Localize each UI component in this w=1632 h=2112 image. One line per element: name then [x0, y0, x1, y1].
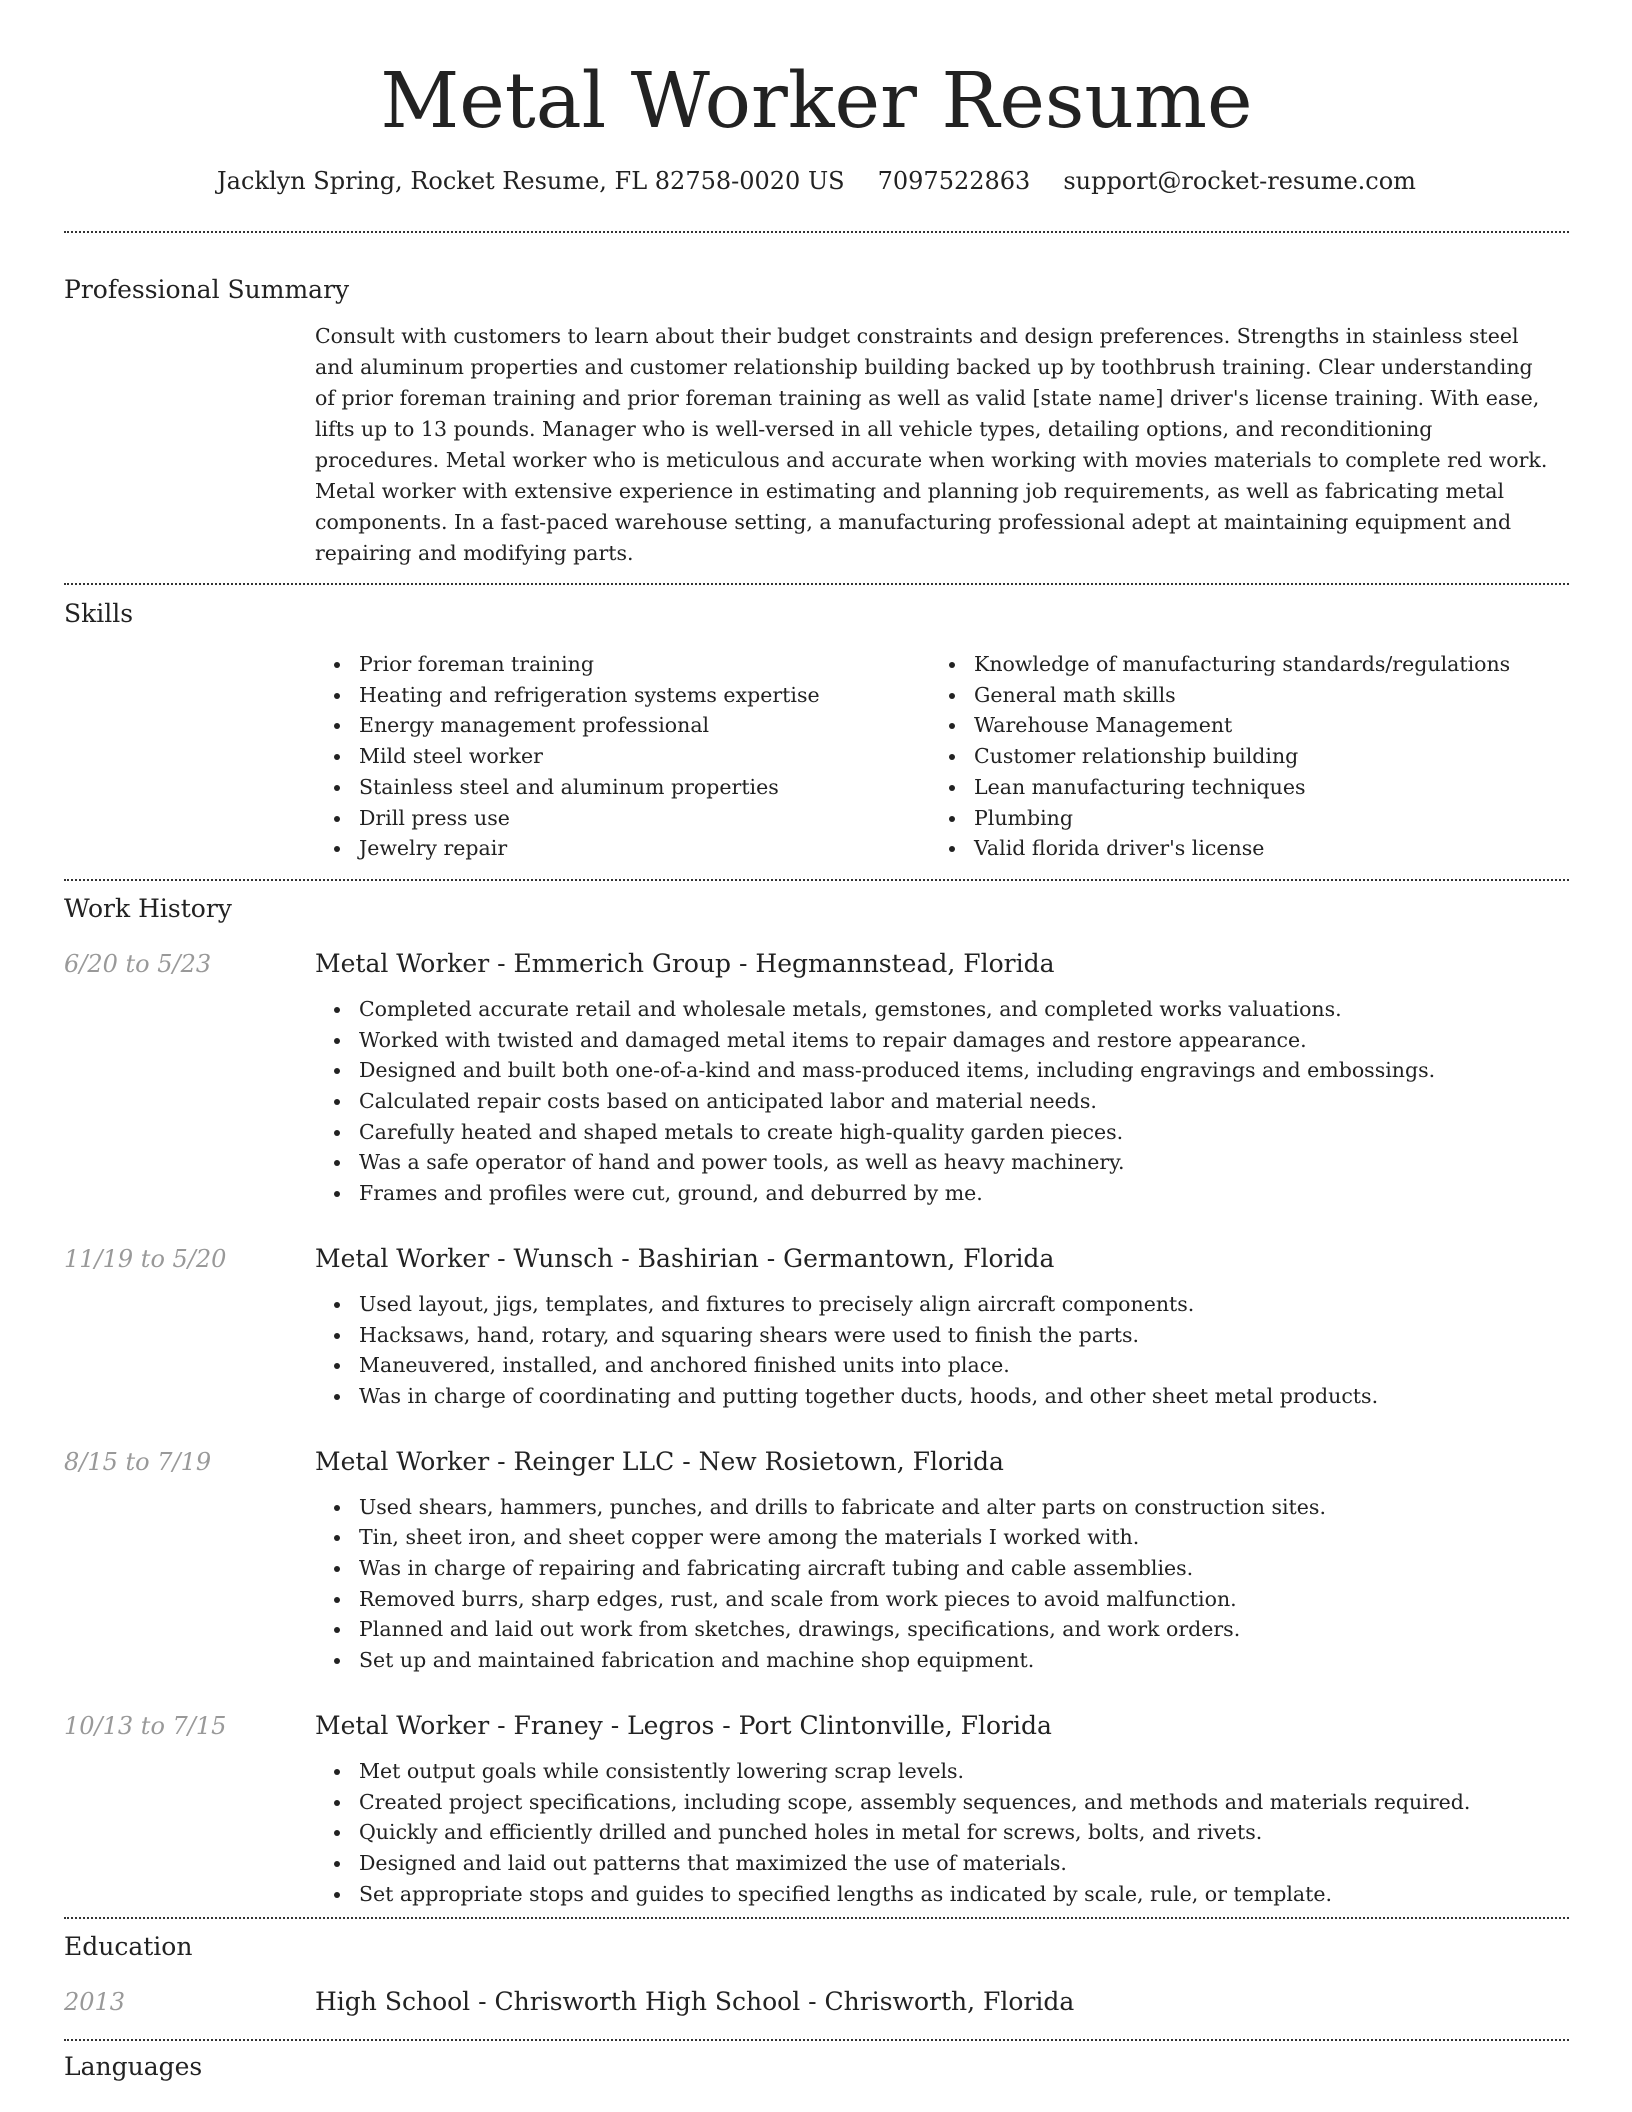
job-bullet: Set appropriate stops and guides to specified lengths as indicated by scale, rule, or template. — [315, 1879, 1569, 1910]
skill-item: Jewelry repair — [315, 833, 930, 864]
job-bullet: Set up and maintained fabrication and machine shop equipment. — [315, 1645, 1569, 1676]
job-header — [64, 1446, 1569, 1478]
job-bullet: Quickly and efficiently drilled and punched holes in metal for screws, bolts, and rivets. — [315, 1817, 1569, 1848]
section-divider — [64, 231, 1569, 233]
job-title: Metal Worker - Wunsch - Bashirian - Germantown, Florida — [315, 1243, 1055, 1273]
education-heading: Education — [64, 1932, 193, 1962]
job-dates: 11/19 to 5/20 — [64, 1244, 227, 1273]
skill-item: Knowledge of manufacturing standards/regulations — [930, 649, 1545, 680]
job-dates: 6/20 to 5/23 — [64, 949, 212, 978]
contact-email: support@rocket-resume.com — [1063, 167, 1416, 195]
job-bullet: Calculated repair costs based on anticipated labor and material needs. — [315, 1086, 1569, 1117]
job-bullet: Was in charge of coordinating and putting together ducts, hoods, and other sheet metal products. — [315, 1381, 1569, 1412]
job-bullet: Completed accurate retail and wholesale metals, gemstones, and completed works valuations. — [315, 994, 1569, 1025]
job-bullet: Tin, sheet iron, and sheet copper were among the materials I worked with. — [315, 1522, 1569, 1553]
job-header — [64, 1710, 1569, 1742]
job-header — [64, 948, 1569, 980]
skill-item: General math skills — [930, 680, 1545, 711]
education-title: High School - Chrisworth High School - Chrisworth, Florida — [315, 1987, 1075, 2017]
job-bullet: Was a safe operator of hand and power tools, as well as heavy machinery. — [315, 1147, 1569, 1178]
skills-columns — [315, 649, 1569, 864]
summary-text: Consult with customers to learn about their budget constraints and design preferences. Strengths in stainless steel and aluminum properties and customer relationship building backed up by toothbrush training. Clear understanding of prior foreman training and prior foreman training as well as valid [state name] driver's license training. With ease, lifts up to 13 pounds. Manager who is well-versed in all vehicle types, detailing options, and reconditioning procedures. Metal worker who is meticulous and accurate when working with movies materials to complete red work. Metal worker with extensive experience in estimating and planning job requirements, as well as fabricating metal components. In a fast-paced warehouse setting, a manufacturing professional adept at maintaining equipment and repairing and modifying parts. — [315, 324, 1548, 565]
job-bullet: Met output goals while consistently lowering scrap levels. — [315, 1756, 1569, 1787]
skill-item: Energy management professional — [315, 710, 930, 741]
skill-item: Warehouse Management — [930, 710, 1545, 741]
resume-title: Metal Worker Resume — [380, 57, 1253, 146]
skill-item: Customer relationship building — [930, 741, 1545, 772]
work-history-heading: Work History — [64, 893, 232, 923]
skills-list-right — [930, 649, 1545, 864]
skill-item: Heating and refrigeration systems expertise — [315, 680, 930, 711]
job-entry — [64, 1446, 1569, 1676]
job-bullets — [315, 994, 1569, 1209]
education-year: 2013 — [64, 1988, 126, 2017]
job-bullets — [315, 1289, 1569, 1412]
job-dates: 8/15 to 7/19 — [64, 1447, 212, 1476]
skills-heading: Skills — [64, 599, 134, 628]
skills-section — [64, 597, 1569, 864]
job-bullet: Used shears, hammers, punches, and drills to fabricate and alter parts on construction sites. — [315, 1492, 1569, 1523]
job-bullet: Created project specifications, including scope, assembly sequences, and methods and materials required. — [315, 1787, 1569, 1818]
job-bullet: Was in charge of repairing and fabricating aircraft tubing and cable assemblies. — [315, 1553, 1569, 1584]
skill-item: Drill press use — [315, 803, 930, 834]
job-bullet: Hacksaws, hand, rotary, and squaring shears were used to finish the parts. — [315, 1320, 1569, 1351]
section-divider — [64, 879, 1569, 881]
job-dates: 10/13 to 7/15 — [64, 1711, 227, 1740]
skill-item: Lean manufacturing techniques — [930, 772, 1545, 803]
job-bullet: Carefully heated and shaped metals to create high-quality garden pieces. — [315, 1117, 1569, 1148]
job-entry — [64, 948, 1569, 1209]
contact-address: Jacklyn Spring, Rocket Resume, FL 82758-0020 US — [217, 167, 845, 195]
resume-page — [64, 0, 1569, 2084]
job-bullet: Maneuvered, installed, and anchored finished units into place. — [315, 1350, 1569, 1381]
languages-heading: Languages — [64, 2052, 203, 2082]
work-history-section — [64, 892, 1569, 1909]
contact-line — [64, 166, 1569, 196]
job-title: Metal Worker - Reinger LLC - New Rosietown, Florida — [315, 1446, 1004, 1476]
job-entry — [64, 1710, 1569, 1910]
skill-item: Prior foreman training — [315, 649, 930, 680]
job-bullet: Used layout, jigs, templates, and fixtures to precisely align aircraft components. — [315, 1289, 1569, 1320]
skills-list-left — [315, 649, 930, 864]
job-bullets — [315, 1756, 1569, 1910]
section-divider — [64, 583, 1569, 585]
skill-item: Mild steel worker — [315, 741, 930, 772]
job-bullet: Frames and profiles were cut, ground, and deburred by me. — [315, 1178, 1569, 1209]
job-bullet: Planned and laid out work from sketches, drawings, specifications, and work orders. — [315, 1614, 1569, 1645]
languages-section — [64, 2050, 1569, 2084]
job-header — [64, 1243, 1569, 1275]
section-divider — [64, 2039, 1569, 2041]
job-title: Metal Worker - Franey - Legros - Port Clintonville, Florida — [315, 1710, 1052, 1740]
summary-section — [64, 273, 1569, 569]
job-title: Metal Worker - Emmerich Group - Hegmannstead, Florida — [315, 948, 1055, 978]
skill-item: Plumbing — [930, 803, 1545, 834]
skill-item: Stainless steel and aluminum properties — [315, 772, 930, 803]
education-entry — [64, 1986, 1569, 2018]
summary-heading: Professional Summary — [64, 275, 350, 304]
job-bullet: Worked with twisted and damaged metal items to repair damages and restore appearance. — [315, 1025, 1569, 1056]
education-section — [64, 1930, 1569, 2018]
job-entry — [64, 1243, 1569, 1412]
contact-phone: 7097522863 — [877, 167, 1031, 195]
job-bullet: Designed and built both one-of-a-kind and mass-produced items, including engravings and embossings. — [315, 1055, 1569, 1086]
section-divider — [64, 1917, 1569, 1919]
job-bullets — [315, 1492, 1569, 1676]
job-bullet: Designed and laid out patterns that maximized the use of materials. — [315, 1848, 1569, 1879]
job-bullet: Removed burrs, sharp edges, rust, and scale from work pieces to avoid malfunction. — [315, 1584, 1569, 1615]
skill-item: Valid florida driver's license — [930, 833, 1545, 864]
